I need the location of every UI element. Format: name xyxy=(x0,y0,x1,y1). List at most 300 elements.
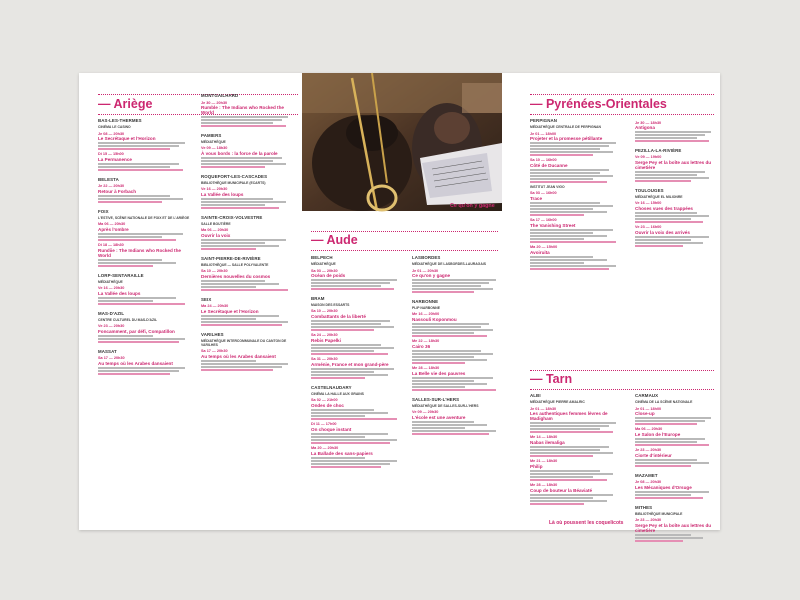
listing-title: Au temps où les Arabes dansaient xyxy=(98,360,173,366)
listing-detail-line xyxy=(635,215,709,217)
listing-venue: BIBLIOTHÈQUE MUNICIPALE (ECARTS) xyxy=(201,180,266,185)
listing-detail-line xyxy=(635,218,691,220)
listing-date: Me 28 — 18h30 xyxy=(412,366,440,371)
listing-detail-line xyxy=(530,208,593,210)
listing-venue: INSTITUT JEAN VIGO xyxy=(530,184,565,189)
listing-detail-line xyxy=(311,439,397,441)
listing-date: Ma 06 — 20h30 xyxy=(98,222,126,227)
listing-date: Ve 09 — 20h30 xyxy=(412,410,439,415)
listing-detail-line xyxy=(412,424,487,426)
program-brochure-spread xyxy=(79,73,720,533)
listing-detail-line xyxy=(530,145,609,147)
listing-detail-line xyxy=(635,140,709,142)
listing-detail-line xyxy=(530,211,607,213)
listing-detail-line xyxy=(530,428,600,430)
section-divider xyxy=(311,250,498,251)
listing-town: BELESTA xyxy=(98,176,119,182)
listing-title: Ouvrir la voix xyxy=(201,232,231,238)
listing-detail-line xyxy=(635,423,697,425)
listing-detail-line xyxy=(311,463,390,465)
listing-detail-line xyxy=(530,178,593,180)
listing-town: CARMAUX xyxy=(635,393,659,398)
region-title-ariege: — Ariège xyxy=(98,97,153,111)
listing-detail-line xyxy=(311,418,397,420)
listing-title: Arménie, France et mon grand-père xyxy=(311,361,389,367)
listing-detail-line xyxy=(635,459,697,461)
listing-title: Combattants de la liberté xyxy=(311,313,366,319)
listing-detail-line xyxy=(201,318,256,320)
listing-town: MASSAT xyxy=(98,348,117,354)
listing-detail-line xyxy=(98,367,185,369)
listing-detail-line xyxy=(530,181,607,183)
listing-detail-line xyxy=(412,430,496,432)
listing-detail-line xyxy=(98,335,153,337)
listing-title: Serge Pey et la boîte aux lettres du cimetière xyxy=(635,522,712,533)
listing-date: Je 01 — 18h00 xyxy=(635,406,662,411)
listing-detail-line xyxy=(412,362,465,364)
listing-date: Ma 06 — 20h30 xyxy=(635,427,663,432)
listing-title: Nabas ilemaliga xyxy=(530,439,565,445)
listing-town: SAINT-PIERRE-DE-RIVIÈRE xyxy=(201,255,261,261)
listing-title: The Vanishing Street xyxy=(530,222,576,228)
listing-date: Me 22 — 18h30 xyxy=(412,339,440,344)
listing-detail-line xyxy=(635,534,691,536)
listing-detail-line xyxy=(412,350,481,352)
listing-town: BRAM xyxy=(311,295,325,301)
listing-detail-line xyxy=(201,245,279,247)
listing-date: Je 23 — 20h30 xyxy=(635,518,662,523)
aude-footer-note: Là où poussent les coquelicots xyxy=(549,520,624,526)
listing-detail-line xyxy=(530,455,593,457)
listing-detail-line xyxy=(530,175,613,177)
listing-detail-line xyxy=(530,422,616,424)
listing-title: Rumble : The Indians who Rocked the World xyxy=(201,105,284,115)
listing-detail-line xyxy=(98,198,183,200)
listing-detail-line xyxy=(98,370,179,372)
listing-detail-line xyxy=(98,262,176,264)
listing-date: Me 28 — 18h30 xyxy=(530,483,558,488)
listing-detail-line xyxy=(201,242,265,244)
listing-title: La Belle vie des pauvres xyxy=(412,370,466,376)
listing-date: Ve 16 — 15h00 xyxy=(635,201,662,206)
listing-town: SALLES-SUR-L'HERS xyxy=(412,396,460,402)
listing-detail-line xyxy=(530,494,613,496)
listing-venue: PLIP NARBONNE xyxy=(412,305,441,310)
listing-detail-line xyxy=(311,329,374,331)
listing-detail-line xyxy=(635,177,709,179)
listing-detail-line xyxy=(530,262,584,264)
region-title-aude: — Aude xyxy=(311,233,358,247)
listing-title: Coup de bouteur la Béaviaté xyxy=(530,487,593,493)
aude-listings-column-2 xyxy=(412,255,500,435)
listing-detail-line xyxy=(412,329,493,331)
listing-detail-line xyxy=(530,142,616,144)
listing-detail-line xyxy=(311,442,390,444)
listing-detail-line xyxy=(530,259,607,261)
listing-detail-line xyxy=(311,436,365,438)
listing-detail-line xyxy=(530,452,613,454)
listing-detail-line xyxy=(201,163,286,165)
listing-town: SAINTE-CROIX-VOLVESTRE xyxy=(201,214,263,220)
listing-detail-line xyxy=(311,460,397,462)
listing-detail-line xyxy=(635,171,705,173)
listing-date: Je 01 — 20h30 xyxy=(412,268,439,273)
listing-date: Sa 17 — 16h00 xyxy=(530,218,557,223)
listing-detail-line xyxy=(98,195,170,197)
listing-detail-line xyxy=(98,169,183,171)
listing-town: BELPECH xyxy=(311,255,333,260)
listing-venue: MAISON DES ESSARTS xyxy=(311,302,350,307)
listing-title: Retour à Forbach xyxy=(98,188,137,194)
listing-detail-line xyxy=(412,323,489,325)
listing-title: La Vallée des loups xyxy=(201,191,244,197)
listing-title: Océan de poids xyxy=(311,273,346,278)
listing-detail-line xyxy=(201,363,288,365)
listing-detail-line xyxy=(98,148,170,150)
aude-listings-column-1 xyxy=(311,255,401,468)
listing-town: MONTGAILHARD xyxy=(201,93,239,98)
listing-date: Ma 06 — 20h30 xyxy=(201,228,229,233)
listing-detail-line xyxy=(530,473,613,475)
listing-detail-line xyxy=(412,386,465,388)
listing-venue: CINÉMA DE LA SCÈNE NATIONALE xyxy=(635,400,693,404)
listing-detail-line xyxy=(412,433,489,435)
listing-detail-line xyxy=(635,137,697,139)
listing-detail-line xyxy=(635,462,709,464)
listing-detail-line xyxy=(530,169,609,171)
listing-detail-line xyxy=(530,446,609,448)
listing-title: Rundiie : The Indians who Rocked the World xyxy=(98,247,181,258)
listing-detail-line xyxy=(201,198,273,200)
listing-title: Antigona xyxy=(635,125,655,130)
listing-date: Sa 02 — 21h00 xyxy=(311,398,338,403)
listing-detail-line xyxy=(311,412,388,414)
listing-detail-line xyxy=(530,235,607,237)
listing-detail-line xyxy=(530,232,593,234)
listing-detail-line xyxy=(311,320,390,322)
listing-detail-line xyxy=(311,466,381,468)
listing-date: Je 30 — 18h30 xyxy=(635,120,662,125)
listing-detail-line xyxy=(635,174,697,176)
listing-detail-line xyxy=(311,457,365,459)
listing-detail-line xyxy=(311,344,381,346)
listing-detail-line xyxy=(412,427,465,429)
listing-town: PAMIERS xyxy=(201,132,222,138)
listing-detail-line xyxy=(635,131,711,133)
listing-detail-line xyxy=(98,201,162,203)
listing-title: Serge Pey et la boîte aux lettres du cimetière xyxy=(635,159,712,170)
listing-detail-line xyxy=(98,338,185,340)
tarn-listings-column-2 xyxy=(635,393,715,542)
listing-detail-line xyxy=(530,241,616,243)
listing-detail-line xyxy=(530,500,607,502)
listing-detail-line xyxy=(201,207,279,209)
listing-title: La Permanence xyxy=(98,156,132,162)
listing-detail-line xyxy=(311,279,397,281)
listing-detail-line xyxy=(635,438,705,440)
listing-town: CASTELNAUDARY xyxy=(311,384,352,390)
listing-detail-line xyxy=(98,239,176,241)
listing-title: Rebis Papelki xyxy=(311,337,341,343)
listing-title: Projeter et la promesse pétillante xyxy=(530,136,603,141)
listing-detail-line xyxy=(530,431,613,433)
listing-date: Sa 03 — 16h00 xyxy=(530,191,557,196)
listing-detail-line xyxy=(311,409,374,411)
listing-detail-line xyxy=(201,239,286,241)
listing-venue: MÉDIATHÈQUE xyxy=(201,139,226,144)
tarn-listings-column-1 xyxy=(530,393,620,505)
listing-title: Dernières nouvelles du cosmos xyxy=(201,273,271,279)
listing-date: Ma 24 — 20h30 xyxy=(201,304,229,309)
listing-detail-line xyxy=(530,205,613,207)
listing-date: Sa 17 — 20h30 xyxy=(98,356,125,361)
listing-detail-line xyxy=(201,289,288,291)
listing-title: Après l'ombre xyxy=(98,226,129,232)
listing-date: Je 23 — 20h30 xyxy=(635,448,662,453)
listing-date: Ve 16 — 20h30 xyxy=(98,286,125,291)
listing-detail-line xyxy=(201,204,265,206)
listing-detail-line xyxy=(98,233,183,235)
listing-detail-line xyxy=(98,166,170,168)
listing-detail-line xyxy=(635,444,709,446)
listing-town: ALBI xyxy=(530,393,541,398)
listing-detail-line xyxy=(412,353,493,355)
listing-title: La Vallée des loups xyxy=(98,290,141,296)
photo-caption: Ce qu'on y gagne xyxy=(450,203,495,209)
listing-detail-line xyxy=(412,421,474,423)
listing-town: VARILHES xyxy=(201,331,224,337)
listing-date: Me 16 — 20h00 xyxy=(412,312,440,317)
listing-detail-line xyxy=(201,119,282,121)
listing-venue: MÉDIATHÈQUE EL MILIONRE xyxy=(635,194,683,199)
listing-detail-line xyxy=(311,282,390,284)
listing-title: Ciorte d'intérieur xyxy=(635,452,672,458)
listing-detail-line xyxy=(201,360,256,362)
listing-detail-line xyxy=(635,242,703,244)
listing-detail-line xyxy=(530,154,593,156)
listing-detail-line xyxy=(412,282,489,284)
listing-detail-line xyxy=(635,465,691,467)
listing-title: Le Salon de l'Europe xyxy=(635,431,681,437)
listing-date: Sa 10 — 20h30 xyxy=(311,309,338,314)
listing-detail-line xyxy=(201,315,279,317)
listing-detail-line xyxy=(201,283,279,285)
listing-detail-line xyxy=(98,145,179,147)
listing-title: L'école est une aventure xyxy=(412,414,466,420)
listing-detail-line xyxy=(530,214,584,216)
listing-detail-line xyxy=(412,356,474,358)
listing-date: Ve 16 — 20h30 xyxy=(201,187,228,192)
listing-detail-line xyxy=(530,497,593,499)
listing-date: Me 21 — 18h30 xyxy=(530,459,558,464)
listing-detail-line xyxy=(412,377,493,379)
listing-detail-line xyxy=(530,202,600,204)
listing-detail-line xyxy=(530,470,600,472)
listing-town: ROQUEFORT-LES-CASCADES xyxy=(201,173,268,179)
listing-detail-line xyxy=(201,248,256,250)
section-divider xyxy=(530,114,714,115)
listing-detail-line xyxy=(98,303,185,305)
listing-detail-line xyxy=(98,259,162,261)
listing-date: Di 15 — 15h00 xyxy=(98,152,124,157)
listing-date: Je 08 — 20h30 xyxy=(635,480,662,485)
listing-venue: MÉDIATHÈQUE PIERRE AMALRIC xyxy=(530,400,585,404)
listing-detail-line xyxy=(201,157,282,159)
listing-date: Me 14 — 18h30 xyxy=(530,435,558,440)
listing-title: Foncamment, par défi, Compatillon xyxy=(98,328,175,334)
listing-date: Sa 10 — 20h30 xyxy=(201,269,228,274)
listing-date: Ve 09 — 19h00 xyxy=(635,155,662,160)
listing-town: PERPIGNAN xyxy=(530,118,558,123)
listing-detail-line xyxy=(530,503,584,505)
listing-title: On choque instant xyxy=(311,426,352,432)
ariege-listings-column-1 xyxy=(98,118,190,375)
listing-venue: MÉDIATHÈQUE xyxy=(311,262,336,266)
listing-detail-line xyxy=(412,383,487,385)
listing-venue: MÉDIATHÈQUE CENTRALE DE PERPIGNAN xyxy=(530,125,601,129)
listing-detail-line xyxy=(201,116,288,118)
listing-town: TOULOUGES xyxy=(635,187,664,193)
section-divider xyxy=(311,231,498,232)
listing-detail-line xyxy=(98,236,162,238)
listing-venue: MÉDIATHÈQUE DE LASBORDES-LAURAGAIS xyxy=(412,262,486,266)
section-divider xyxy=(530,370,714,371)
listing-venue: CENTRE CULTUREL DU MAS-D'AZIL xyxy=(98,317,158,322)
listing-town: MITHES xyxy=(635,504,653,510)
listing-venue: BIBLIOTHÈQUE — SALLE POLYVALENTE xyxy=(201,262,269,267)
region-title-tarn: — Tarn xyxy=(530,372,573,386)
listing-title: Côté de Ducanne xyxy=(530,162,568,168)
listing-detail-line xyxy=(412,279,496,281)
photo-trombone-rehearsal xyxy=(302,73,502,211)
listing-detail-line xyxy=(98,265,153,267)
section-divider xyxy=(530,94,714,95)
listing-detail-line xyxy=(530,265,616,267)
listing-town: BAS-LES-THERMES xyxy=(98,118,142,123)
listing-detail-line xyxy=(530,148,600,150)
listing-detail-line xyxy=(311,371,374,373)
listing-venue: MÉDIATHÈQUE xyxy=(98,279,123,284)
listing-detail-line xyxy=(201,324,282,326)
listing-venue: L'ESTIVE, SCÈNE NATIONALE DE FOIX ET DE L'ARIÈGE xyxy=(98,215,190,220)
listing-detail-line xyxy=(635,236,709,238)
listing-detail-line xyxy=(635,441,697,443)
listing-detail-line xyxy=(530,425,609,427)
listing-title: Choses vues des trappées xyxy=(635,205,693,211)
listing-town: LASBORDES xyxy=(412,255,441,260)
listing-title: Trace xyxy=(530,195,543,201)
listing-detail-line xyxy=(412,326,481,328)
listing-town: MAS-D'AZIL xyxy=(98,310,125,316)
listing-date: Je 01 — 18h00 xyxy=(530,131,557,136)
listing-detail-line xyxy=(98,163,179,165)
listing-detail-line xyxy=(311,288,394,290)
listing-date: Je 08 — 20h30 xyxy=(98,131,125,136)
listing-detail-line xyxy=(635,420,705,422)
listing-venue: MÉDIATHÈQUE DE SALLES-SUR-L'HERS xyxy=(412,403,479,408)
listing-date: Di 11 — 17h00 xyxy=(311,422,337,427)
listing-title: Le Secrétaque et l'Horizon xyxy=(98,136,156,141)
listing-detail-line xyxy=(530,256,593,258)
listing-detail-line xyxy=(311,347,394,349)
listing-detail-line xyxy=(412,291,474,293)
listing-detail-line xyxy=(635,491,709,493)
listing-venue: BIBLIOTHÈQUE MUNICIPALE xyxy=(635,511,683,516)
listing-title: Avoiruita xyxy=(530,249,550,255)
listing-date: Sa 24 — 20h30 xyxy=(311,333,338,338)
listing-detail-line xyxy=(98,300,153,302)
listing-venue: MÉDIATHÈQUE INTERCOMMUNALE DU CANTON DE VARILHES xyxy=(201,338,287,347)
listing-detail-line xyxy=(635,497,703,499)
listing-title: Cairo 36 xyxy=(412,343,431,349)
listing-detail-line xyxy=(530,172,600,174)
listing-detail-line xyxy=(530,151,613,153)
listing-detail-line xyxy=(412,332,474,334)
listing-detail-line xyxy=(201,280,265,282)
listing-title: Close-up xyxy=(635,411,655,416)
listing-detail-line xyxy=(530,476,593,478)
region-title-pyrenees-orientales: — Pyrénées-Orientales xyxy=(530,97,667,111)
listing-detail-line xyxy=(98,142,185,144)
listing-detail-line xyxy=(635,537,703,539)
listing-title: Les authentiques femmes lèvres de Madigham xyxy=(530,411,608,421)
section-divider xyxy=(530,389,714,390)
listing-detail-line xyxy=(635,239,691,241)
listing-title: Les Mécaniques d'Orsuge xyxy=(635,484,692,490)
listing-venue: CINÉMA LA HALLE AUX GRAINS xyxy=(311,391,364,396)
listing-detail-line xyxy=(635,540,683,542)
listing-detail-line xyxy=(201,201,286,203)
listing-title: Le Secrétaque et l'Horizon xyxy=(201,308,259,314)
listing-detail-line xyxy=(98,373,170,375)
listing-venue: SALLE BOUTIÈRE xyxy=(201,221,231,226)
listing-date: Ve 23 — 20h30 xyxy=(98,324,125,329)
listing-detail-line xyxy=(311,415,365,417)
listing-title: Philip xyxy=(530,463,543,469)
listing-detail-line xyxy=(311,368,394,370)
listing-town: SEIX xyxy=(201,296,212,302)
listing-date: Je 22 — 20h30 xyxy=(98,184,125,189)
listing-detail-line xyxy=(201,166,265,168)
listing-date: Sa 10 — 16h00 xyxy=(530,158,557,163)
listing-town: NARBONNE xyxy=(412,298,439,304)
listing-detail-line xyxy=(311,377,365,379)
listing-detail-line xyxy=(311,326,394,328)
listing-date: Sa 03 — 20h30 xyxy=(311,268,338,273)
listing-date: Sa 31 — 20h30 xyxy=(311,357,338,362)
listing-title: Nassouli Koponmou xyxy=(412,316,457,322)
listing-detail-line xyxy=(530,479,607,481)
listing-detail-line xyxy=(635,245,683,247)
listing-detail-line xyxy=(530,229,613,231)
listing-detail-line xyxy=(635,494,691,496)
listing-detail-line xyxy=(201,122,273,124)
listing-detail-line xyxy=(311,374,388,376)
ariege-listings-column-2 xyxy=(201,93,293,371)
listing-detail-line xyxy=(311,350,374,352)
listing-detail-line xyxy=(201,125,286,127)
listing-detail-line xyxy=(98,297,176,299)
listing-date: Je 30 — 20h30 xyxy=(201,100,228,105)
listing-venue: CINÉMA LE CASINO xyxy=(98,125,131,129)
listing-detail-line xyxy=(311,433,388,435)
listing-date: Ve 23 — 16h00 xyxy=(635,225,662,230)
listing-title: Ce qu'on y gagne xyxy=(412,273,451,278)
listing-town: LORP-SENTARAILLE xyxy=(98,272,144,278)
listing-date: Sa 17 — 20h30 xyxy=(201,349,228,354)
listing-detail-line xyxy=(635,212,697,214)
listing-detail-line xyxy=(311,285,381,287)
